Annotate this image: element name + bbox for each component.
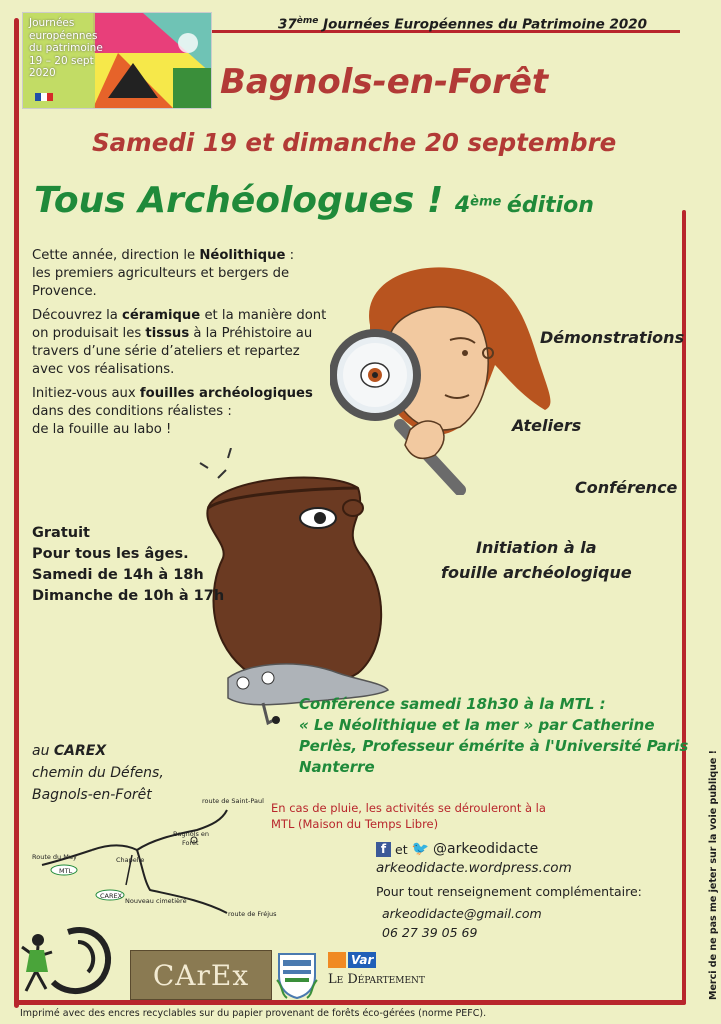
feature-demonstrations: Démonstrations [540, 328, 685, 347]
conference-line: Perlès, Professeur émérite à l'Université Paris [299, 737, 689, 755]
map-label-bagnols-2: Forêt [182, 839, 199, 847]
conference-line: « Le Néolithique et la mer » par Catherine [299, 716, 655, 734]
feature-initiation-line2: fouille archéologique [441, 563, 632, 582]
main-title-text: Tous Archéologues ! [34, 180, 444, 221]
info-label: Pour tout renseignement complémentaire: [376, 884, 642, 899]
conference-details [299, 694, 689, 778]
conference-line: Conférence samedi 18h30 à la MTL : [299, 695, 606, 713]
phone-number: 06 27 39 05 69 [382, 925, 478, 940]
main-title [34, 180, 594, 221]
intro-paragraph-1 [32, 247, 342, 301]
intro-paragraph-3 [32, 385, 342, 439]
social-row [376, 840, 676, 859]
jep-logo-line: Journées [29, 17, 75, 29]
intro-text-span: Découvrez la [32, 308, 123, 323]
address-street: chemin du Défens, [32, 765, 164, 781]
rain-notice-line: En cas de pluie, les activités se dérouleront à la [271, 801, 546, 815]
address-prefix: au [32, 743, 54, 759]
saturday-hours: Samedi de 14h à 18h [32, 567, 204, 583]
intro-text-span: travers d’une série d’ateliers et repartez [32, 344, 300, 359]
edition-sup: ème [470, 194, 502, 210]
map-label-bagnols-1: Bagnols en [173, 830, 210, 838]
edition-number: 4 [454, 193, 471, 218]
event-series-number: 37 [278, 16, 297, 33]
jep-logo-line: du patrimoine [29, 42, 103, 54]
map-label-carex: CAREX [100, 892, 123, 900]
contact-block [376, 840, 676, 942]
intro-text-span: avec vos réalisations. [32, 362, 175, 377]
intro-text-span: les premiers agriculteurs et bergers de [32, 266, 290, 281]
facebook-icon[interactable]: f [376, 842, 391, 857]
feature-conference: Conférence [575, 478, 678, 497]
jep-logo-line: 19 – 20 sept [29, 54, 94, 67]
keyword-fouilles: fouilles archéologiques [139, 386, 313, 401]
keyword-neolithique: Néolithique [199, 248, 286, 263]
intro-text-span: on produisait les [32, 326, 146, 341]
blog-link[interactable]: arkeodidacte.wordpress.com [376, 860, 572, 876]
jep-logo-text [29, 17, 103, 80]
intro-text-span: de la fouille au labo ! [32, 422, 172, 437]
keyword-ceramique: céramique [122, 308, 201, 323]
rain-notice-line: MTL (Maison du Temps Libre) [271, 817, 439, 831]
map-label-chapelle: Chapelle [116, 856, 145, 864]
map-label-cimetiere: Nouveau cimetière [125, 897, 187, 905]
frame-left-border [14, 18, 19, 1008]
var-sun-icon [328, 952, 346, 968]
intro-text-span: dans des conditions réalistes : [32, 404, 232, 419]
intro-paragraph-2 [32, 307, 342, 379]
var-mark [328, 952, 425, 968]
carex-logo [130, 950, 272, 1000]
keyword-tissus: tissus [145, 326, 190, 341]
address-town: Bagnols-en-Forêt [32, 787, 152, 803]
town-coat-of-arms [275, 950, 319, 1000]
price-info: Gratuit [32, 525, 90, 541]
intro-text-span: à la Préhistoire au [189, 326, 313, 341]
address-name: CAREX [53, 743, 107, 759]
departement-logo [328, 952, 425, 987]
edition-word: édition [506, 193, 594, 218]
event-series [278, 16, 647, 33]
sunday-hours: Dimanche de 10h à 17h [32, 588, 225, 604]
feature-initiation-line1: Initiation à la [476, 538, 597, 557]
departement-text: Le Département [328, 972, 425, 987]
intro-text-span: Provence. [32, 284, 97, 299]
intro-text-span: : [285, 248, 295, 263]
intro-text-span: Cette année, direction le [32, 248, 200, 263]
carex-logo-text: CArEx [152, 958, 250, 992]
feature-ateliers: Ateliers [512, 416, 582, 435]
intro-text-span: Initiez-vous aux [32, 386, 140, 401]
practical-info [32, 523, 224, 607]
map-label-muy: Route du Muy [32, 853, 77, 861]
map-label-mtl: MTL [59, 867, 73, 875]
intro-text [32, 247, 342, 439]
conference-line: Nanterre [299, 758, 375, 776]
footer-print-note: Imprimé avec des encres recyclables sur du papier provenant de forêts éco-gérées (norme PEFC). [20, 1008, 487, 1019]
var-text: Var [348, 952, 376, 968]
jep-logo-line: 2020 [29, 67, 56, 79]
address-venue [32, 740, 164, 762]
social-handle[interactable]: @arkeodidacte [433, 841, 539, 857]
map-label-saint-paul: route de Saint-Paul [202, 797, 264, 805]
side-note: Merci de ne pas me jeter sur la voie publique ! [708, 750, 719, 1000]
prehistoric-dancer-logo [8, 912, 138, 1002]
ages-info: Pour tous les âges. [32, 546, 189, 562]
jep-logo [22, 12, 212, 109]
event-series-text: Journées Européennes du Patrimoine 2020 [323, 16, 648, 33]
intro-text-span: et la manière dont [200, 308, 327, 323]
twitter-icon[interactable]: 🐦 [411, 841, 430, 857]
event-series-sup: ème [296, 16, 319, 26]
rain-notice [271, 800, 546, 832]
map-label-frejus: route de Fréjus [228, 910, 277, 918]
social-connector: et [395, 842, 408, 857]
dates-heading: Samedi 19 et dimanche 20 septembre [92, 128, 617, 157]
jep-logo-line: européennes [29, 29, 98, 42]
email-link[interactable]: arkeodidacte@gmail.com [382, 906, 542, 921]
town-title: Bagnols-en-Forêt [220, 62, 549, 102]
